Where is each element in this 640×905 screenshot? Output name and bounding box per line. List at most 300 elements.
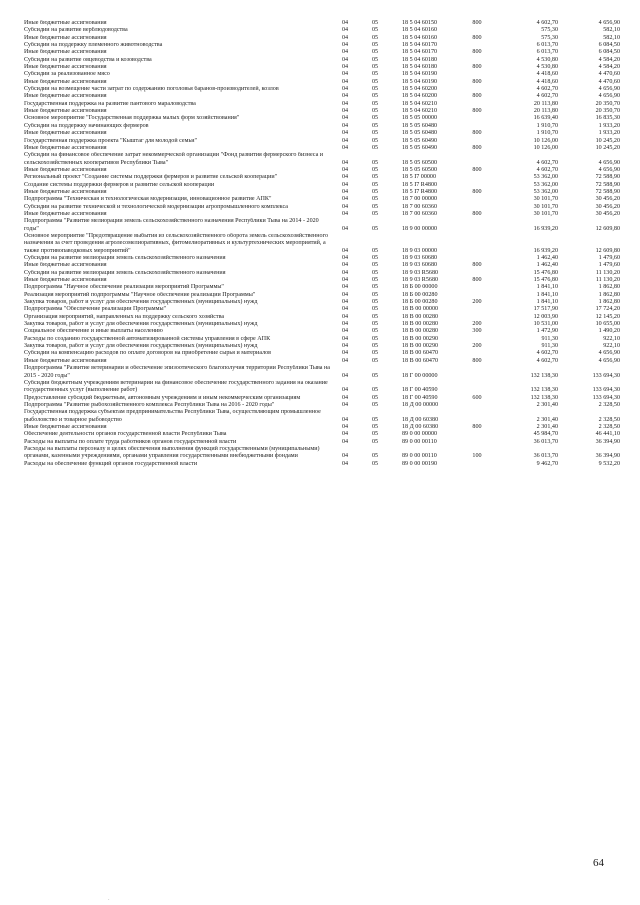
row-amount-year-2: 1 862,80 (598, 299, 620, 306)
row-name: Иные бюджетные ассигнования (24, 93, 107, 100)
row-target-article: 18 Б 00 00280 (402, 299, 438, 306)
row-amount-year-1: 132 138,30 (530, 394, 558, 401)
row-amount-year-1: 1 841,10 (536, 291, 558, 298)
row-expense-type (460, 71, 494, 78)
row-amount-year-2: 10 245,20 (595, 144, 620, 151)
table-row (24, 292, 622, 299)
table-row (24, 409, 622, 424)
row-section: 04 (341, 460, 349, 467)
row-amount-year-2: 2 328,50 (598, 416, 620, 423)
row-amount-year-2: 4 584,20 (598, 56, 620, 63)
row-subsection: 05 (371, 42, 379, 49)
row-amount-year-2: 6 084,50 (598, 49, 620, 56)
row-subsection: 05 (371, 78, 379, 85)
table-row (24, 314, 622, 321)
row-amount-year-2: 10 655,00 (595, 321, 620, 328)
row-amount-year-1: 16 939,20 (533, 225, 558, 232)
row-section: 04 (341, 306, 349, 313)
row-amount-year-2: 4 656,90 (598, 350, 620, 357)
row-target-article: 18 5 I7 R4800 (402, 188, 438, 195)
row-name: Иные бюджетные ассигнования (24, 20, 107, 26)
budget-table (24, 20, 622, 468)
table-row (24, 152, 622, 167)
row-target-article: 18 9 03 00000 (402, 247, 438, 254)
row-amount-year-2: 36 394,90 (595, 438, 620, 445)
row-amount-year-1: 53 362,00 (533, 174, 558, 181)
row-target-article: 18 5 04 60150 (402, 20, 438, 26)
row-name: Иные бюджетные ассигнования (24, 130, 107, 137)
row-subsection: 05 (371, 166, 379, 173)
row-target-article: 18 В 00 60470 (402, 350, 439, 357)
table-row (24, 218, 622, 233)
row-name: Иные бюджетные ассигнования (24, 210, 107, 217)
row-name: Иные бюджетные ассигнования (24, 262, 107, 269)
row-amount-year-2: 30 456,20 (595, 210, 620, 217)
row-amount-year-2: 12 609,80 (595, 225, 620, 232)
row-target-article: 18 Д 00 00000 (402, 401, 439, 408)
row-amount-year-1: 1 462,40 (536, 255, 558, 261)
row-amount-year-2: 922,10 (603, 335, 620, 342)
table-row (24, 49, 622, 56)
row-amount-year-2: 20 350,70 (595, 108, 620, 115)
row-name: Закупка товаров, работ и услуг для обеспечения государственных (муниципальных) нужд (24, 321, 258, 328)
row-amount-year-2: 6 084,50 (598, 42, 620, 49)
row-section: 04 (341, 401, 349, 408)
row-target-article: 18 5 04 60210 (402, 100, 438, 107)
row-section: 04 (341, 453, 349, 460)
row-amount-year-2: 2 328,50 (598, 423, 620, 430)
row-subsection: 05 (371, 431, 379, 438)
row-expense-type (460, 138, 494, 145)
row-target-article: 18 5 05 60500 (402, 166, 438, 173)
row-name: Реализация мероприятий подпрограммы "Научное обеспечение реализации Программы" (24, 291, 256, 298)
row-expense-type: 800 (472, 210, 482, 217)
row-name: Основное мероприятие "Государственная поддержка малых форм хозяйствования" (24, 115, 240, 122)
row-expense-type: 800 (472, 423, 482, 430)
row-expense-type (460, 182, 494, 189)
row-name: Иные бюджетные ассигнования (24, 34, 107, 41)
row-subsection: 05 (371, 100, 379, 107)
row-target-article: 18 9 03 R5680 (402, 269, 439, 276)
row-subsection: 05 (371, 269, 379, 276)
row-subsection: 05 (371, 56, 379, 63)
row-subsection: 05 (371, 196, 379, 203)
row-amount-year-1: 4 602,70 (536, 159, 558, 166)
row-subsection: 05 (371, 387, 379, 394)
row-amount-year-2: 17 724,20 (595, 306, 620, 313)
table-row (24, 321, 622, 328)
row-amount-year-1: 4 530,80 (536, 64, 558, 71)
row-subsection: 05 (371, 460, 379, 467)
row-subsection: 05 (371, 335, 379, 342)
row-expense-type (460, 152, 494, 167)
row-expense-type: 800 (472, 20, 482, 26)
row-section: 04 (341, 394, 349, 401)
row-amount-year-1: 2 301,40 (536, 423, 558, 430)
row-amount-year-1: 20 113,80 (533, 100, 558, 107)
table-row (24, 439, 622, 446)
row-subsection: 05 (371, 34, 379, 41)
row-amount-year-2: 46 441,10 (595, 431, 620, 438)
row-section: 04 (341, 372, 349, 379)
row-target-article: 18 5 05 60480 (402, 122, 438, 129)
table-row (24, 204, 622, 211)
table-row (24, 130, 622, 137)
row-amount-year-1: 1 910,70 (536, 122, 558, 129)
row-target-article: 89 0 00 00190 (402, 460, 438, 467)
table-row (24, 446, 622, 461)
row-name: Подпрограмма "Научное обеспечение реализации мероприятий Программы" (24, 284, 224, 291)
row-target-article: 18 5 04 60190 (402, 78, 438, 85)
row-section: 04 (341, 64, 349, 71)
row-target-article: 18 Г 00 40590 (402, 394, 438, 401)
table-row (24, 123, 622, 130)
row-subsection: 05 (371, 49, 379, 56)
row-amount-year-1: 53 362,00 (533, 181, 558, 188)
row-subsection: 05 (371, 93, 379, 100)
table-row (24, 380, 622, 395)
row-section: 04 (341, 277, 349, 284)
row-target-article: 89 0 00 00000 (402, 431, 438, 438)
table-row (24, 196, 622, 203)
row-expense-type (460, 101, 494, 108)
row-name: Закупка товаров, работ и услуг для обеспечения государственных (муниципальных) нужд (24, 299, 258, 306)
row-expense-type (460, 86, 494, 93)
row-target-article: 89 0 00 00110 (402, 438, 437, 445)
row-section: 04 (341, 321, 349, 328)
row-amount-year-1: 1 462,40 (536, 262, 558, 269)
row-amount-year-2: 10 245,20 (595, 137, 620, 144)
row-amount-year-1: 132 138,30 (530, 372, 558, 379)
row-expense-type (460, 218, 494, 233)
table-row (24, 211, 622, 218)
row-subsection: 05 (371, 299, 379, 306)
row-amount-year-2: 11 130,20 (595, 277, 620, 284)
row-expense-type (460, 292, 494, 299)
footer-mark: · (108, 898, 110, 903)
row-name: Субсидии на развитие мелиорации земель сельскохозяйственного назначения (24, 269, 226, 276)
table-row (24, 86, 622, 93)
row-expense-type (460, 123, 494, 130)
row-name: Подпрограмма "Развитие рыбохозяйственного комплекса Республики Тыва на 2016 - 2020 годы" (24, 401, 275, 408)
table-row (24, 167, 622, 174)
table-row (24, 365, 622, 380)
row-amount-year-1: 6 013,70 (536, 42, 558, 49)
row-section: 04 (341, 291, 349, 298)
row-name: Субсидии на поддержку племенного животноводства (24, 42, 163, 49)
row-amount-year-2: 582,10 (603, 34, 620, 41)
row-amount-year-2: 1 862,80 (598, 284, 620, 291)
row-subsection: 05 (371, 86, 379, 93)
row-amount-year-1: 4 602,70 (536, 93, 558, 100)
row-name: Субсидии бюджетным учреждениям ветеринарии на финансовое обеспечение государственного задания на оказание государственных услуг (выполнение работ) (24, 379, 328, 394)
table-row (24, 262, 622, 269)
row-amount-year-2: 4 470,60 (598, 71, 620, 78)
row-subsection: 05 (371, 210, 379, 217)
row-amount-year-2: 9 532,20 (598, 460, 620, 467)
row-target-article: 18 В 00 00290 (402, 335, 439, 342)
row-target-article: 18 В 00 00000 (402, 306, 439, 313)
row-expense-type: 800 (472, 144, 482, 151)
row-expense-type: 800 (472, 108, 482, 115)
row-amount-year-1: 20 113,80 (533, 108, 558, 115)
row-amount-year-2: 4 656,90 (598, 93, 620, 100)
row-expense-type (460, 174, 494, 181)
row-target-article: 18 Г 00 40590 (402, 387, 438, 394)
row-target-article: 18 Б 00 00000 (402, 284, 438, 291)
row-amount-year-1: 132 138,30 (530, 387, 558, 394)
table-row (24, 138, 622, 145)
row-subsection: 05 (371, 203, 379, 210)
table-row (24, 64, 622, 71)
row-name: Расходы по созданию государственной автоматизированной системы управления в сфере АПК (24, 335, 271, 342)
row-subsection: 05 (371, 255, 379, 261)
row-amount-year-1: 10 126,00 (533, 137, 558, 144)
row-target-article: 18 5 04 60190 (402, 71, 438, 78)
row-subsection: 05 (371, 284, 379, 291)
row-amount-year-2: 4 470,60 (598, 78, 620, 85)
row-target-article: 18 9 03 60680 (402, 262, 438, 269)
row-target-article: 18 7 00 00000 (402, 196, 438, 203)
row-amount-year-2: 20 350,70 (595, 100, 620, 107)
row-section: 04 (341, 27, 349, 34)
row-amount-year-2: 1 479,60 (598, 255, 620, 261)
row-subsection: 05 (371, 343, 379, 350)
row-amount-year-2: 16 835,30 (595, 115, 620, 122)
table-row (24, 299, 622, 306)
row-expense-type: 200 (472, 299, 482, 306)
row-expense-type (460, 42, 494, 49)
row-expense-type (460, 350, 494, 357)
row-name: Субсидии за реализованное мясо (24, 71, 110, 78)
row-expense-type: 200 (472, 321, 482, 328)
row-section: 04 (341, 357, 349, 364)
row-expense-type (460, 204, 494, 211)
row-section: 04 (341, 34, 349, 41)
row-subsection: 05 (371, 188, 379, 195)
table-row (24, 431, 622, 438)
row-section: 04 (341, 335, 349, 342)
row-subsection: 05 (371, 122, 379, 129)
page-number: 64 (593, 857, 604, 869)
row-section: 04 (341, 71, 349, 78)
row-section: 04 (341, 100, 349, 107)
row-subsection: 05 (371, 247, 379, 254)
row-expense-type (460, 115, 494, 122)
row-expense-type: 800 (472, 262, 482, 269)
row-amount-year-2: 72 588,90 (595, 188, 620, 195)
row-amount-year-1: 4 602,70 (536, 357, 558, 364)
row-name: Подпрограмма "Обеспечение реализации Программы" (24, 306, 167, 313)
row-name: Создание системы поддержки фермеров и развитие сельской кооперации (24, 181, 215, 188)
row-subsection: 05 (371, 394, 379, 401)
row-subsection: 05 (371, 181, 379, 188)
row-amount-year-2: 4 656,90 (598, 86, 620, 93)
row-target-article: 18 Г 00 00000 (402, 372, 438, 379)
row-name: Субсидии на развитие технической и технологической модернизации агропромышленного комплекса (24, 203, 288, 210)
row-section: 04 (341, 86, 349, 93)
row-section: 04 (341, 115, 349, 122)
row-target-article: 18 Д 00 60380 (402, 423, 439, 430)
row-section: 04 (341, 431, 349, 438)
table-row (24, 35, 622, 42)
row-expense-type (460, 431, 494, 438)
table-row (24, 328, 622, 335)
row-name: Субсидии на компенсацию расходов по оплате договоров на приобретение сырья и материалов (24, 350, 272, 357)
row-name: Государственная поддержка субъектам предпринимательства Республики Тыва, осуществляющим промышленное рыболовство и товарное рыбоводство (24, 409, 321, 423)
row-section: 04 (341, 350, 349, 357)
row-section: 04 (341, 49, 349, 56)
table-row (24, 71, 622, 78)
row-amount-year-1: 2 301,40 (536, 401, 558, 408)
row-expense-type (460, 306, 494, 313)
row-amount-year-1: 4 418,60 (536, 71, 558, 78)
row-expense-type: 800 (472, 188, 482, 195)
row-section: 04 (341, 166, 349, 173)
row-section: 04 (341, 423, 349, 430)
table-row (24, 395, 622, 402)
row-amount-year-2: 30 456,20 (595, 196, 620, 203)
row-amount-year-1: 45 984,70 (533, 431, 558, 438)
row-name: Субсидии на развитие верблюдоводства (24, 27, 128, 34)
row-section: 04 (341, 181, 349, 188)
row-amount-year-1: 15 476,80 (533, 269, 558, 276)
row-name: Обеспечение деятельности органов государственной власти Республики Тыва (24, 431, 227, 438)
row-section: 04 (341, 225, 349, 232)
row-amount-year-2: 30 456,20 (595, 203, 620, 210)
row-target-article: 18 5 04 60170 (402, 42, 438, 49)
row-section: 04 (341, 108, 349, 115)
row-name: Подпрограмма "Техническая и технологическая модернизация, инновационное развитие АПК" (24, 196, 272, 203)
row-section: 04 (341, 262, 349, 269)
row-name: Организация мероприятий, направленных на поддержку сельского хозяйства (24, 313, 225, 320)
row-target-article: 18 В 00 00280 (402, 328, 439, 335)
row-amount-year-1: 9 462,70 (536, 460, 558, 467)
row-target-article: 18 В 00 60470 (402, 357, 439, 364)
row-expense-type (460, 380, 494, 395)
row-name: Иные бюджетные ассигнования (24, 144, 107, 151)
row-section: 04 (341, 299, 349, 306)
table-row (24, 424, 622, 431)
table-row (24, 358, 622, 365)
table-row (24, 182, 622, 189)
row-amount-year-2: 36 394,90 (595, 453, 620, 460)
row-section: 04 (341, 122, 349, 129)
row-amount-year-1: 30 101,70 (533, 196, 558, 203)
row-name: Иные бюджетные ассигнования (24, 78, 107, 85)
table-row (24, 284, 622, 291)
row-subsection: 05 (371, 291, 379, 298)
row-amount-year-2: 4 656,90 (598, 166, 620, 173)
row-expense-type (460, 57, 494, 64)
row-section: 04 (341, 93, 349, 100)
row-section: 04 (341, 144, 349, 151)
row-expense-type: 800 (472, 130, 482, 137)
row-section: 04 (341, 284, 349, 291)
row-amount-year-1: 4 418,60 (536, 78, 558, 85)
table-row (24, 79, 622, 86)
row-target-article: 18 В 00 00280 (402, 313, 439, 320)
row-subsection: 05 (371, 115, 379, 122)
row-section: 04 (341, 255, 349, 261)
row-section: 04 (341, 416, 349, 423)
row-section: 04 (341, 313, 349, 320)
row-amount-year-1: 16 939,20 (533, 247, 558, 254)
row-amount-year-2: 1 490,20 (598, 328, 620, 335)
table-row (24, 270, 622, 277)
row-name: Иные бюджетные ассигнования (24, 108, 107, 115)
row-expense-type (460, 336, 494, 343)
row-target-article: 18 5 04 60160 (402, 27, 438, 34)
row-target-article: 18 5 04 60200 (402, 93, 438, 100)
row-amount-year-2: 2 328,50 (598, 401, 620, 408)
row-amount-year-1: 17 517,90 (533, 306, 558, 313)
table-row (24, 277, 622, 284)
row-amount-year-2: 133 694,30 (592, 394, 620, 401)
row-section: 04 (341, 438, 349, 445)
row-section: 04 (341, 159, 349, 166)
table-row (24, 101, 622, 108)
row-section: 04 (341, 130, 349, 137)
row-section: 04 (341, 174, 349, 181)
row-subsection: 05 (371, 27, 379, 34)
table-row (24, 461, 622, 468)
row-amount-year-2: 4 584,20 (598, 64, 620, 71)
row-section: 04 (341, 328, 349, 335)
row-amount-year-2: 1 933,20 (598, 122, 620, 129)
row-subsection: 05 (371, 225, 379, 232)
row-amount-year-2: 1 862,80 (598, 291, 620, 298)
row-amount-year-2: 72 588,90 (595, 181, 620, 188)
row-name: Основное мероприятие "Предотвращение выбытия из сельскохозяйственного оборота земель сельскохозяйственного назначения за счет проведения агролесомелиоративных, фитомелиоративных и культуртехнических мероприятий, а также противопаводковых мероприятий" (24, 232, 328, 254)
row-subsection: 05 (371, 137, 379, 144)
row-name: Подпрограмма "Развитие мелиорации земель сельскохозяйственного назначения Республики Тыва на 2014 - 2020 годы" (24, 218, 319, 232)
row-amount-year-2: 1 479,60 (598, 262, 620, 269)
row-expense-type: 800 (472, 357, 482, 364)
row-amount-year-2: 582,10 (603, 27, 620, 34)
row-subsection: 05 (371, 321, 379, 328)
row-expense-type: 800 (472, 277, 482, 284)
row-subsection: 05 (371, 313, 379, 320)
row-name: Иные бюджетные ассигнования (24, 49, 107, 56)
row-amount-year-2: 4 656,90 (598, 20, 620, 26)
row-target-article: 18 5 05 60490 (402, 137, 438, 144)
row-section: 04 (341, 20, 349, 26)
row-amount-year-1: 4 602,70 (536, 20, 558, 26)
row-section: 04 (341, 203, 349, 210)
row-subsection: 05 (371, 71, 379, 78)
row-subsection: 05 (371, 423, 379, 430)
row-name: Иные бюджетные ассигнования (24, 357, 107, 364)
row-subsection: 05 (371, 20, 379, 26)
row-amount-year-1: 1 841,10 (536, 299, 558, 306)
row-expense-type: 600 (472, 394, 482, 401)
row-amount-year-2: 4 656,90 (598, 357, 620, 364)
row-expense-type (460, 402, 494, 409)
row-section: 04 (341, 343, 349, 350)
budget-table-page (24, 20, 622, 468)
table-row (24, 57, 622, 64)
row-target-article: 89 0 00 00110 (402, 453, 437, 460)
budget-table-body (24, 20, 622, 468)
row-target-article: 18 5 04 60210 (402, 108, 438, 115)
row-name: Региональный проект "Создание системы поддержки фермеров и развитие сельской кооперации" (24, 174, 278, 181)
row-amount-year-1: 911,30 (541, 335, 558, 342)
row-expense-type (460, 439, 494, 446)
row-section: 04 (341, 78, 349, 85)
row-amount-year-2: 12 609,80 (595, 247, 620, 254)
row-subsection: 05 (371, 262, 379, 269)
